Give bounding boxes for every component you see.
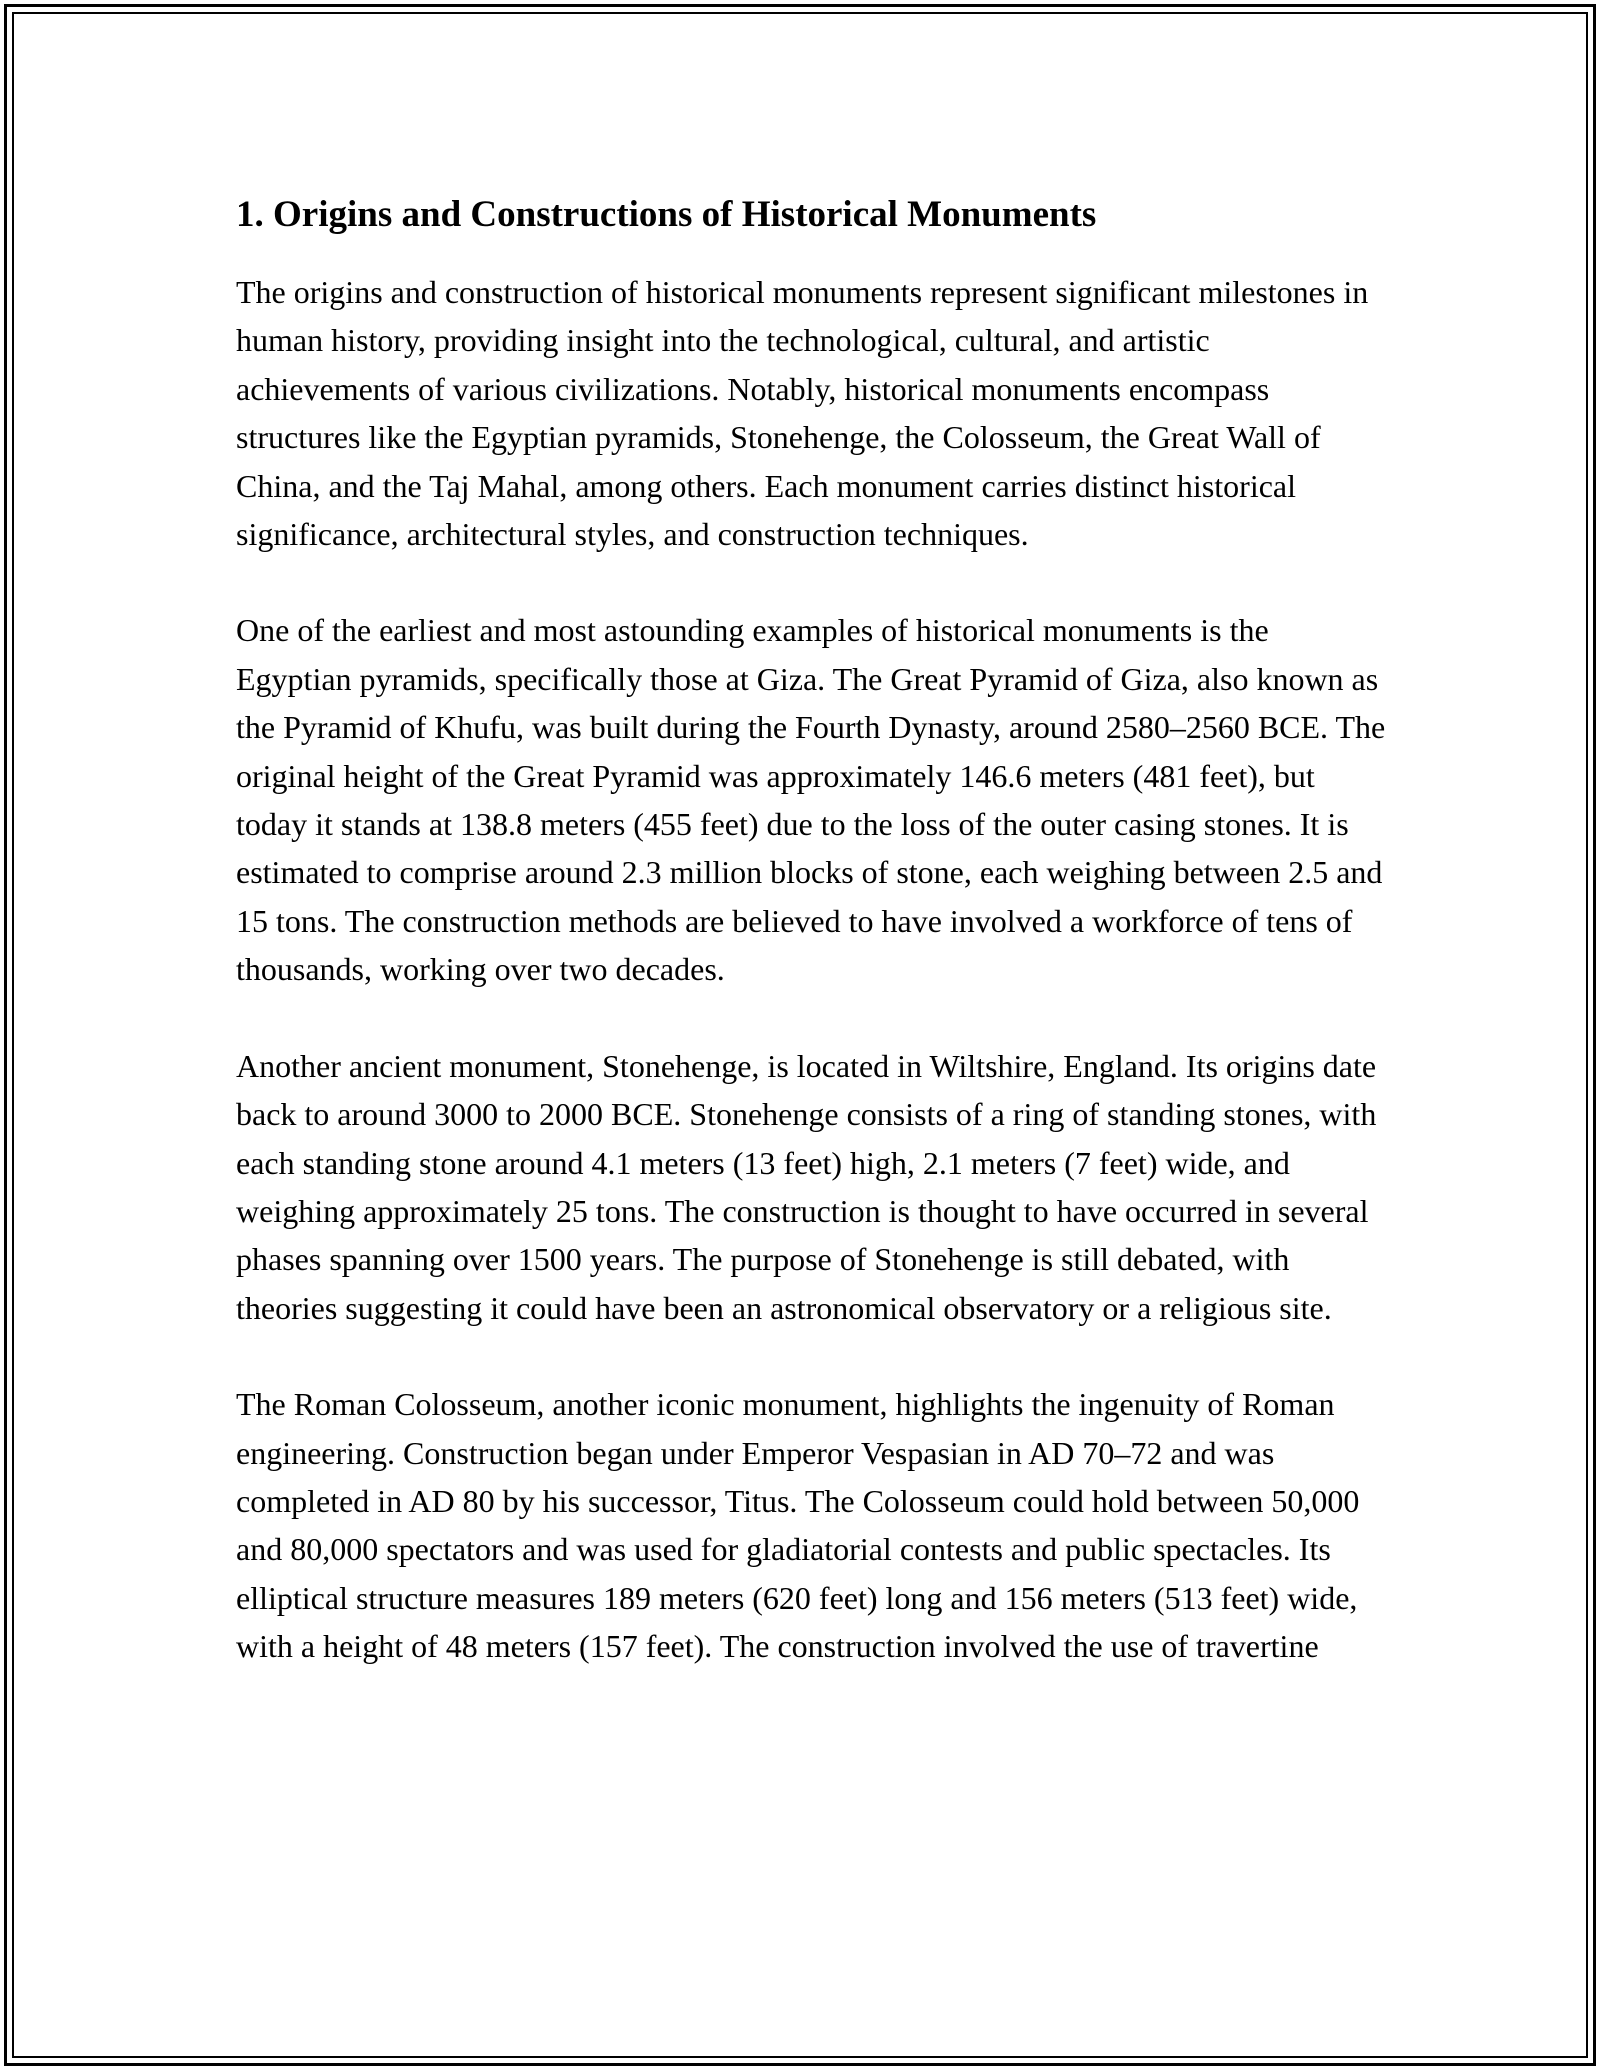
document-body (236, 188, 1386, 1671)
paragraph-egyptian-pyramids: One of the earliest and most astounding examples of historical monuments is the Egyptian pyramids, specifically those at Giza. The Great Pyramid of Giza, also known as the Pyramid of Khufu, was built during the Fourth Dynasty, around 2580–2560 BCE. The original height of the Great Pyramid was approximately 146.6 meters (481 feet), but today it stands at 138.8 meters (455 feet) due to the loss of the outer casing stones. It is estimated to comprise around 2.3 million blocks of stone, each weighing between 2.5 and 15 tons. The construction methods are believed to have involved a workforce of tens of thousands, working over two decades. (236, 612, 1386, 988)
section-heading: 1. Origins and Constructions of Historical Monuments (236, 194, 1097, 235)
paragraph-intro: The origins and construction of historical monuments represent significant milestones in human history, providing insight into the technological, cultural, and artistic achievements of various civilizations. Notably, historical monuments encompass structures like the Egyptian pyramids, Stonehenge, the Colosseum, the Great Wall of China, and the Taj Mahal, among others. Each monument carries distinct historical significance, architectural styles, and construction techniques. (236, 274, 1369, 553)
paragraph-colosseum: The Roman Colosseum, another iconic monument, highlights the ingenuity of Roman engineering. Construction began under Emperor Vespasian in AD 70–72 and was completed in AD 80 by his successor, Titus. The Colosseum could hold between 50,000 and 80,000 spectators and was used for gladiatorial contests and public spectacles. Its elliptical structure measures 189 meters (620 feet) long and 156 meters (513 feet) wide, with a height of 48 meters (157 feet). The construction involved the use of travertine (236, 1386, 1360, 1665)
paragraph-stonehenge: Another ancient monument, Stonehenge, is located in Wiltshire, England. Its origins date back to around 3000 to 2000 BCE. Stonehenge consists of a ring of standing stones, with each standing stone around 4.1 meters (13 feet) high, 2.1 meters (7 feet) wide, and weighing approximately 25 tons. The construction is thought to have occurred in several phases spanning over 1500 years. The purpose of Stonehenge is still debated, with theories suggesting it could have been an astronomical observatory or a religious site. (236, 1047, 1377, 1326)
